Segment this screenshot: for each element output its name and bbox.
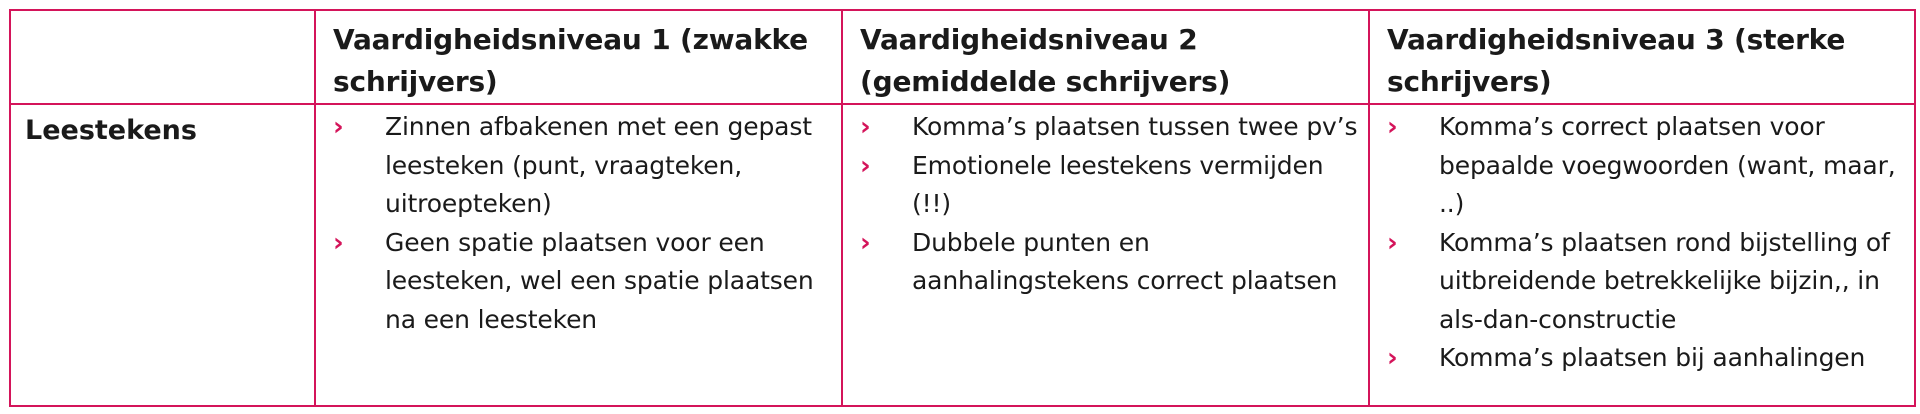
chevron-bullet-icon: ›	[860, 112, 871, 142]
chevron-bullet-icon: ›	[860, 227, 871, 258]
chevron-bullet-icon: ›	[333, 227, 344, 258]
list-item-text: Komma’s plaatsen tussen twee pv’s	[912, 112, 1358, 141]
row-label-leestekens: Leestekens	[10, 104, 315, 406]
cell-level-1	[315, 104, 842, 406]
header-level-3: Vaardigheidsniveau 3 (sterke schrijvers)	[1369, 10, 1915, 104]
list-item-text: Zinnen afbakenen met een gepast leesteken (punt, vraagteken, uitroepteken)	[385, 112, 812, 218]
level-3-list	[1370, 105, 1914, 378]
chevron-bullet-icon: ›	[1387, 343, 1398, 373]
cell-level-3	[1369, 104, 1915, 406]
list-item	[860, 147, 1362, 224]
level-1-list	[316, 105, 841, 339]
list-item	[333, 108, 835, 224]
header-row	[10, 10, 1915, 104]
chevron-bullet-icon: ›	[860, 150, 871, 181]
list-item-text: Komma’s plaatsen rond bijstelling of uitbreidende betrekkelijke bijzin,, in als-dan-constructie	[1439, 227, 1890, 334]
list-item-text: Dubbele punten en aanhalingstekens correct plaatsen	[912, 227, 1338, 295]
list-item	[333, 224, 835, 340]
skills-table	[9, 9, 1916, 407]
header-level-2: Vaardigheidsniveau 2 (gemiddelde schrijvers)	[842, 10, 1369, 104]
list-item-text: Emotionele leestekens vermijden (!!)	[912, 150, 1324, 218]
chevron-bullet-icon: ›	[1387, 227, 1398, 258]
list-item	[1387, 108, 1908, 224]
list-item	[860, 224, 1362, 301]
header-empty-cell	[10, 10, 315, 104]
list-item	[860, 108, 1362, 147]
leestekens-row	[10, 104, 1915, 406]
level-2-list	[843, 105, 1368, 301]
chevron-bullet-icon: ›	[1387, 112, 1398, 142]
chevron-bullet-icon: ›	[333, 112, 344, 142]
list-item	[1387, 339, 1908, 378]
list-item	[1387, 224, 1908, 340]
cell-level-2	[842, 104, 1369, 406]
list-item-text: Komma’s correct plaatsen voor bepaalde voegwoorden (want, maar, ..)	[1439, 112, 1896, 218]
list-item-text: Geen spatie plaatsen voor een leesteken, wel een spatie plaatsen na een leesteken	[385, 227, 814, 334]
list-item-text: Komma’s plaatsen bij aanhalingen	[1439, 343, 1866, 372]
header-level-1: Vaardigheidsniveau 1 (zwakke schrijvers)	[315, 10, 842, 104]
